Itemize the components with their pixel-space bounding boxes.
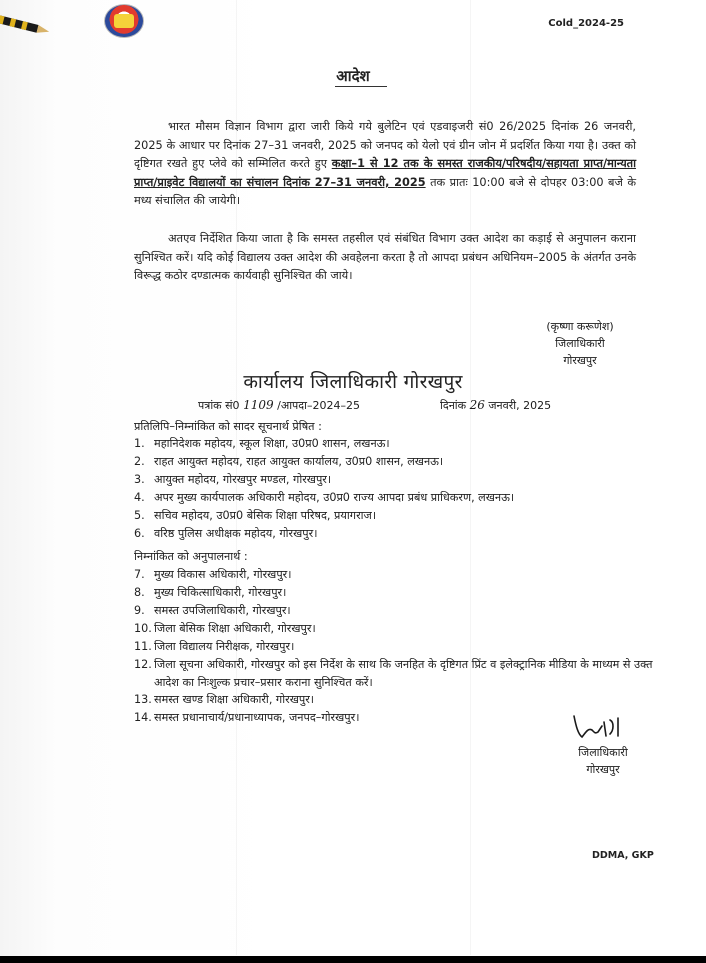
letter-number-handwritten: 1109 <box>243 398 274 412</box>
letter-number-suffix: /आपदा–2024–25 <box>277 399 360 412</box>
order-paragraph-2 <box>134 230 636 286</box>
compliance-header: निम्नांकित को अनुपालनार्थ : <box>134 550 248 563</box>
date-handwritten: 26 <box>469 398 485 412</box>
list-item: 12. जिला सूचना अधिकारी, गोरखपुर को इस निर्देश के साथ कि जनहित के दृष्टिगत प्रिंट व इलेक्ट्रानिक मीडिया के माध्यम से उक्त आदेश का निःशुल्क प्रचार–प्रसार कराना सुनिश्चित करें। <box>134 658 653 689</box>
footer-reference: DDMA, GKP <box>592 850 654 861</box>
list-item: 6. वरिष्ठ पुलिस अधीक्षक महोदय, गोरखपुर। <box>134 527 318 540</box>
office-title: कार्यालय जिलाधिकारी गोरखपुर <box>243 371 463 393</box>
copy-list <box>134 435 654 543</box>
order-title: आदेश <box>336 67 370 85</box>
letter-number <box>198 398 360 413</box>
order-paragraph-1 <box>134 118 636 211</box>
list-item: 13. समस्त खण्ड शिक्षा अधिकारी, गोरखपुर। <box>134 693 315 706</box>
document-reference: Cold_2024-25 <box>548 18 624 29</box>
compliance-list <box>134 566 654 727</box>
paragraph-1-text: भारत मौसम विज्ञान विभाग द्वारा जारी किये गये बुलेटिन एवं एडवाइजरी सं0 26/2025 दिनांक 26 जनवरी, 2025 के आधार पर दिनांक 27–31 जनवरी, 2025 को जनपद को येलो एवं ग्रीन जोन में प्रदर्शित किया गया है। उक्त को दृष्टिगत रखते हुए प्लेवे को सम्मिलित करते हुए <box>134 120 636 171</box>
letter-number-prefix: पत्रांक सं0 <box>198 399 240 412</box>
district-logo <box>104 4 144 38</box>
list-item: 11. जिला विद्यालय निरीक्षक, गोरखपुर। <box>134 640 295 653</box>
list-item: 9. समस्त उपजिलाधिकारी, गोरखपुर। <box>134 604 291 617</box>
title-underline <box>335 86 387 87</box>
letter-date <box>440 398 551 413</box>
date-suffix: जनवरी, 2025 <box>488 399 552 412</box>
list-item: 2. राहत आयुक्त महोदय, राहत आयुक्त कार्यालय, उ0प्र0 शासन, लखनऊ। <box>134 455 444 468</box>
list-item: 4. अपर मुख्य कार्यपालक अधिकारी महोदय, उ0प्र0 राज्य आपदा प्रबंध प्राधिकरण, लखनऊ। <box>134 491 515 504</box>
date-prefix: दिनांक <box>440 399 467 412</box>
signatory-name: (कृष्णा करूणेश) <box>546 320 614 333</box>
logo-emblem-icon <box>114 14 134 28</box>
signatory-designation: जिलाधिकारी <box>555 337 605 350</box>
list-item: 1. महानिदेशक महोदय, स्कूल शिक्षा, उ0प्र0 शासन, लखनऊ। <box>134 437 390 450</box>
list-item: 14. समस्त प्रधानाचार्य/प्रधानाध्यापक, जनपद–गोरखपुर। <box>134 711 360 724</box>
paragraph-1-highlight: कक्षा–1 से 12 तक के समस्त राजकीय/परिषदीय/सहायता प्राप्त/मान्यता प्राप्त/प्राइवेट विद्यालयों का संचालन दिनांक 27–31 जनवरी, 2025 <box>134 157 637 189</box>
list-item: 10. जिला बेसिक शिक्षा अधिकारी, गोरखपुर। <box>134 622 316 635</box>
list-item: 8. मुख्य चिकित्साधिकारी, गोरखपुर। <box>134 586 287 599</box>
copy-header: प्रतिलिपि–निम्नांकित को सादर सूचनार्थ प्रेषित : <box>134 420 322 433</box>
signatory-place: गोरखपुर <box>563 354 597 367</box>
signature-block-1 <box>520 318 640 369</box>
paragraph-2-text: अतएव निर्देशित किया जाता है कि समस्त तहसील एवं संबंधित विभाग उक्त आदेश का कड़ाई से अनुपालन कराना सुनिश्चित करें। यदि कोई विद्यालय उक्त आदेश की अवहेलना करता है तो आपदा प्रबंधन अधिनियम–2005 के अंतर्गत उनके विरूद्ध कठोर दण्डात्मक कार्यवाही सुनिश्चित की जाये। <box>134 232 636 283</box>
list-item: 3. आयुक्त महोदय, गोरखपुर मण्डल, गोरखपुर। <box>134 473 332 486</box>
signatory-place: गोरखपुर <box>586 763 620 776</box>
list-item: 5. सचिव महोदय, उ0प्र0 बेसिक शिक्षा परिषद, प्रयागराज। <box>134 509 377 522</box>
bottom-edge <box>0 956 706 963</box>
list-item: 7. मुख्य विकास अधिकारी, गोरखपुर। <box>134 568 292 581</box>
signature-block-2 <box>548 744 658 778</box>
pencil-icon <box>0 11 53 39</box>
paragraph-1-timing: तक प्रातः 10:00 बजे से दोपहर 03:00 बजे के मध्य संचालित की जायेगी। <box>134 175 636 208</box>
signatory-designation: जिलाधिकारी <box>578 746 628 759</box>
signature-scribble <box>568 712 630 742</box>
